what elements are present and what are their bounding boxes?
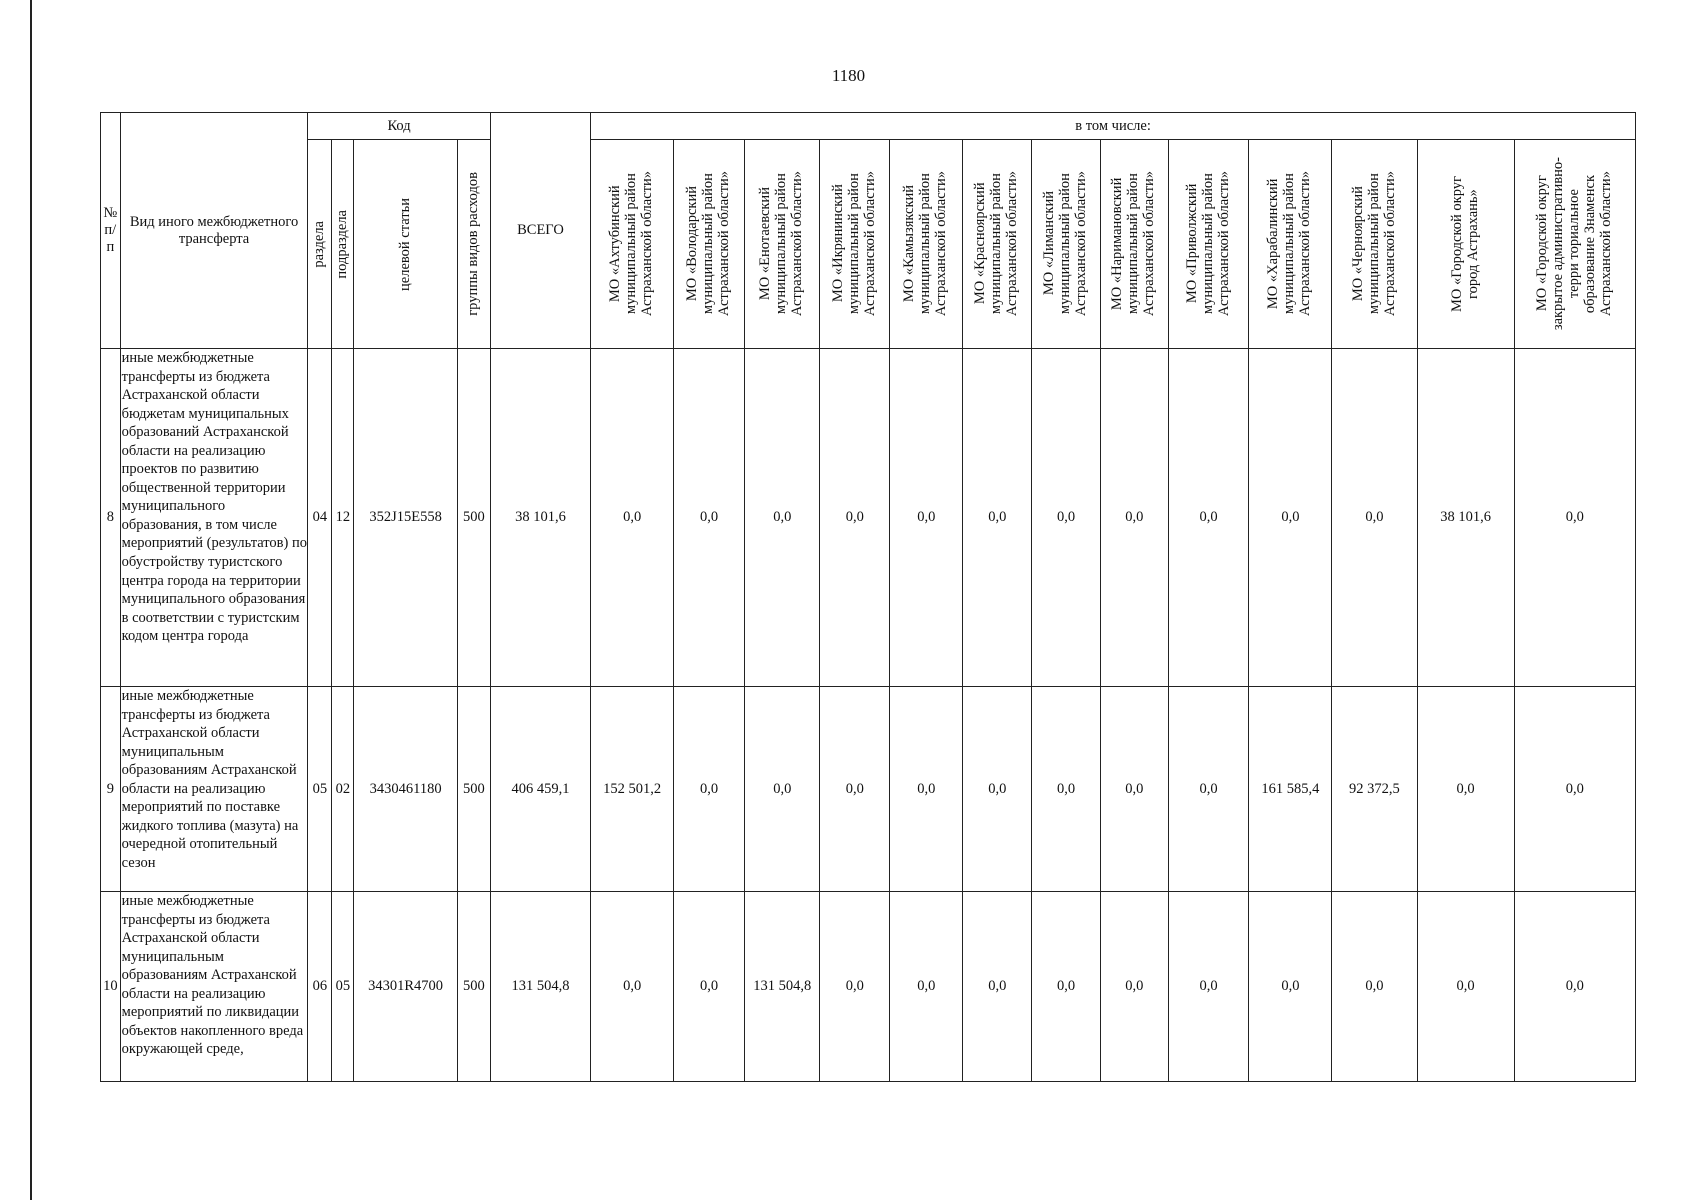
header-mo-enotaevsky: МО «Енотаевский муниципальный район Астраханской области» xyxy=(745,140,820,349)
header-mo-akhtubinsky: МО «Ахтубинский муниципальный район Астраханской области» xyxy=(591,140,674,349)
row-expense-group: 500 xyxy=(457,892,490,1082)
header-mo-znamensk: МО «Городской округ закрытое административно- терри ториальное образование Знаменск Астраханской области» xyxy=(1514,140,1635,349)
header-mo-privolzhsky: МО «Приволжский муниципальный район Астраханской области» xyxy=(1168,140,1249,349)
row-value: 0,0 xyxy=(963,349,1032,687)
row-value: 0,0 xyxy=(1032,349,1101,687)
row-value: 0,0 xyxy=(1417,687,1514,892)
row-section: 06 xyxy=(308,892,332,1082)
row-value: 0,0 xyxy=(1249,892,1332,1082)
row-num: 8 xyxy=(101,349,121,687)
row-value: 0,0 xyxy=(745,349,820,687)
header-mo-kamyzyaksky: МО «Камызякский муниципальный район Астраханской области» xyxy=(890,140,963,349)
row-value: 0,0 xyxy=(674,892,745,1082)
row-section: 04 xyxy=(308,349,332,687)
row-value: 152 501,2 xyxy=(591,687,674,892)
header-row-top xyxy=(101,113,1636,140)
row-subsection: 12 xyxy=(332,349,354,687)
header-mo-narimanovsky: МО «Наримановский муниципальный район Астраханской области» xyxy=(1100,140,1168,349)
row-value: 0,0 xyxy=(674,687,745,892)
row-value: 0,0 xyxy=(1100,687,1168,892)
row-value: 0,0 xyxy=(591,349,674,687)
row-value: 0,0 xyxy=(1032,892,1101,1082)
row-value: 0,0 xyxy=(1249,349,1332,687)
row-value: 0,0 xyxy=(745,687,820,892)
row-value: 38 101,6 xyxy=(1417,349,1514,687)
header-code: Код xyxy=(308,113,490,140)
table-row xyxy=(101,892,1636,1082)
row-value: 0,0 xyxy=(1168,892,1249,1082)
header-subsection: подраздела xyxy=(332,140,354,349)
row-value: 0,0 xyxy=(890,349,963,687)
row-value: 0,0 xyxy=(820,349,890,687)
page-binding-line xyxy=(30,0,32,1200)
row-value: 0,0 xyxy=(963,687,1032,892)
row-value: 92 372,5 xyxy=(1332,687,1417,892)
row-total: 131 504,8 xyxy=(490,892,590,1082)
row-value: 0,0 xyxy=(890,892,963,1082)
row-expense-group: 500 xyxy=(457,687,490,892)
row-value: 0,0 xyxy=(1514,687,1635,892)
row-value: 0,0 xyxy=(1332,349,1417,687)
row-value: 0,0 xyxy=(1100,892,1168,1082)
header-row-vertical xyxy=(101,140,1636,349)
row-value: 0,0 xyxy=(820,892,890,1082)
row-subsection: 02 xyxy=(332,687,354,892)
row-value: 0,0 xyxy=(890,687,963,892)
row-value: 0,0 xyxy=(1168,687,1249,892)
header-mo-volodarsky: МО «Володарский муниципальный район Астраханской области» xyxy=(674,140,745,349)
transfers-table xyxy=(100,112,1636,1082)
table-row xyxy=(101,687,1636,892)
row-subsection: 05 xyxy=(332,892,354,1082)
header-num: № п/п xyxy=(101,113,121,349)
page-number: 1180 xyxy=(831,66,866,85)
row-value: 0,0 xyxy=(1032,687,1101,892)
row-num: 9 xyxy=(101,687,121,892)
header-section: раздела xyxy=(308,140,332,349)
row-value: 0,0 xyxy=(1417,892,1514,1082)
row-expense-group: 500 xyxy=(457,349,490,687)
header-mo-limansky: МО «Лиманский муниципальный район Астраханской области» xyxy=(1032,140,1101,349)
row-value: 0,0 xyxy=(1168,349,1249,687)
row-section: 05 xyxy=(308,687,332,892)
row-value: 0,0 xyxy=(591,892,674,1082)
row-value: 0,0 xyxy=(963,892,1032,1082)
row-total: 406 459,1 xyxy=(490,687,590,892)
row-value: 131 504,8 xyxy=(745,892,820,1082)
row-value: 0,0 xyxy=(1100,349,1168,687)
row-num: 10 xyxy=(101,892,121,1082)
header-total: ВСЕГО xyxy=(490,113,590,349)
row-value: 0,0 xyxy=(1332,892,1417,1082)
row-value: 0,0 xyxy=(1514,349,1635,687)
row-description: иные межбюджетные трансферты из бюджета Астраханской области бюджетам муниципальных образований Астраханской области на реализацию проектов по развитию общественной территории муниципального образования, в том числе мероприятий (результатов) по обустройству туристского центра города на территории муниципального образования в соответствии с туристским кодом центра города xyxy=(120,349,308,687)
row-target-item: 3430461180 xyxy=(354,687,458,892)
header-mo-astrakhan: МО «Городской округ город Астрахань» xyxy=(1417,140,1514,349)
row-target-item: 34301R4700 xyxy=(354,892,458,1082)
header-expense-group: группы видов расходов xyxy=(457,140,490,349)
row-value: 0,0 xyxy=(820,687,890,892)
header-mo-krasnoyarsky: МО «Красноярский муниципальный район Астраханской области» xyxy=(963,140,1032,349)
header-mo-ikryaninsky: МО «Икрянинский муниципальный район Астраханской области» xyxy=(820,140,890,349)
row-description: иные межбюджетные трансферты из бюджета Астраханской области муниципальным образованиям Астраханской области на реализацию мероприятий по поставке жидкого топлива (мазута) на очередной отопительный сезон xyxy=(120,687,308,892)
header-including: в том числе: xyxy=(591,113,1636,140)
row-total: 38 101,6 xyxy=(490,349,590,687)
table-row xyxy=(101,349,1636,687)
header-mo-chernoyarsky: МО «Черноярский муниципальный район Астраханской области» xyxy=(1332,140,1417,349)
row-description: иные межбюджетные трансферты из бюджета Астраханской области муниципальным образованиям Астраханской области на реализацию мероприятий по ликвидации объектов накопленного вреда окружающей среде, xyxy=(120,892,308,1082)
header-transfer-type: Вид иного межбюджетного трансферта xyxy=(120,113,308,349)
row-value: 0,0 xyxy=(674,349,745,687)
row-value: 161 585,4 xyxy=(1249,687,1332,892)
row-target-item: 352J15E558 xyxy=(354,349,458,687)
header-target-item: целевой статьи xyxy=(354,140,458,349)
header-mo-kharabalinsky: МО «Харабалинский муниципальный район Астраханской области» xyxy=(1249,140,1332,349)
row-value: 0,0 xyxy=(1514,892,1635,1082)
